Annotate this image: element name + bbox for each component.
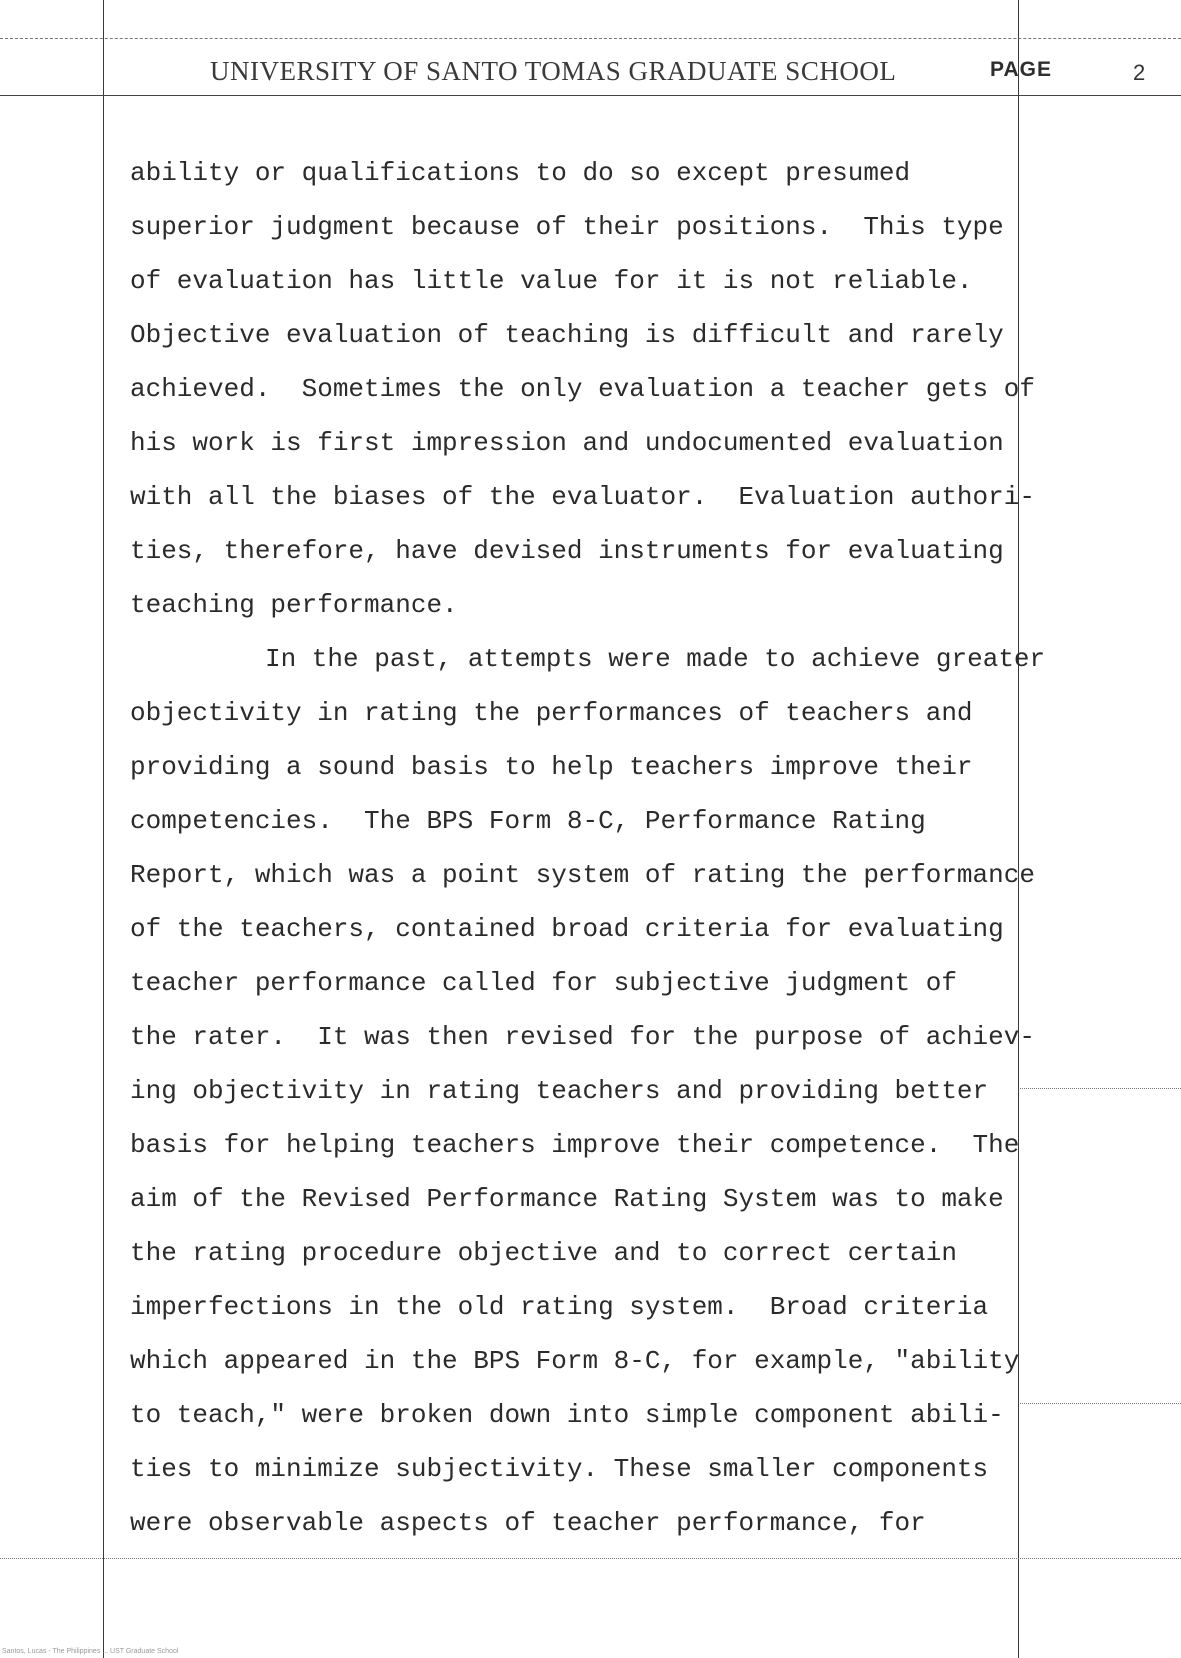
text-line: his work is first impression and undocumented evaluation	[130, 428, 1004, 458]
text-line: the rating procedure objective and to correct certain	[130, 1238, 957, 1268]
text-line: providing a sound basis to help teachers improve their	[130, 752, 973, 782]
text-line: basis for helping teachers improve their competence. The	[130, 1130, 1020, 1160]
text-line: imperfections in the old rating system. Broad criteria	[130, 1292, 989, 1322]
text-line: which appeared in the BPS Form 8-C, for example, "ability	[130, 1346, 1020, 1376]
text-line: of evaluation has little value for it is not reliable.	[130, 266, 973, 296]
text-line: ability or qualifications to do so except presumed	[130, 158, 911, 188]
text-line: with all the biases of the evaluator. Evaluation authori-	[130, 482, 1035, 512]
text-line: the rater. It was then revised for the purpose of achiev-	[130, 1022, 1035, 1052]
body-text	[130, 146, 1080, 1550]
text-line: ties to minimize subjectivity. These smaller components	[130, 1454, 989, 1484]
bottom-rule	[0, 1558, 1181, 1559]
text-line: teaching performance.	[130, 590, 458, 620]
text-line: Objective evaluation of teaching is difficult and rarely	[130, 320, 1004, 350]
text-line: aim of the Revised Performance Rating System was to make	[130, 1184, 1004, 1214]
text-line: objectivity in rating the performances of teachers and	[130, 698, 973, 728]
left-margin-rule	[103, 0, 104, 1658]
text-line: teacher performance called for subjective judgment of	[130, 968, 957, 998]
page-number: 2	[1133, 60, 1146, 85]
footer-stamp: Santos, Lucas - The Philippines ... UST Graduate School	[2, 1648, 179, 1655]
header-title: UNIVERSITY OF SANTO TOMAS GRADUATE SCHOOL	[210, 56, 897, 86]
text-line: achieved. Sometimes the only evaluation a teacher gets of	[130, 374, 1035, 404]
text-line: Report, which was a point system of rating the performance	[130, 860, 1035, 890]
text-line: ing objectivity in rating teachers and providing better	[130, 1076, 989, 1106]
text-line: of the teachers, contained broad criteria for evaluating	[130, 914, 1004, 944]
header-bottom-rule	[0, 95, 1181, 96]
text-line: ties, therefore, have devised instruments for evaluating	[130, 536, 1004, 566]
text-line: to teach," were broken down into simple component abili-	[130, 1400, 1004, 1430]
text-line: were observable aspects of teacher performance, for	[130, 1508, 926, 1538]
top-rule	[0, 38, 1181, 39]
paragraph-start-line: In the past, attempts were made to achieve greater	[265, 644, 1046, 674]
text-line: superior judgment because of their positions. This type	[130, 212, 1004, 242]
text-line: competencies. The BPS Form 8-C, Performance Rating	[130, 806, 926, 836]
page-label: PAGE	[990, 58, 1052, 81]
